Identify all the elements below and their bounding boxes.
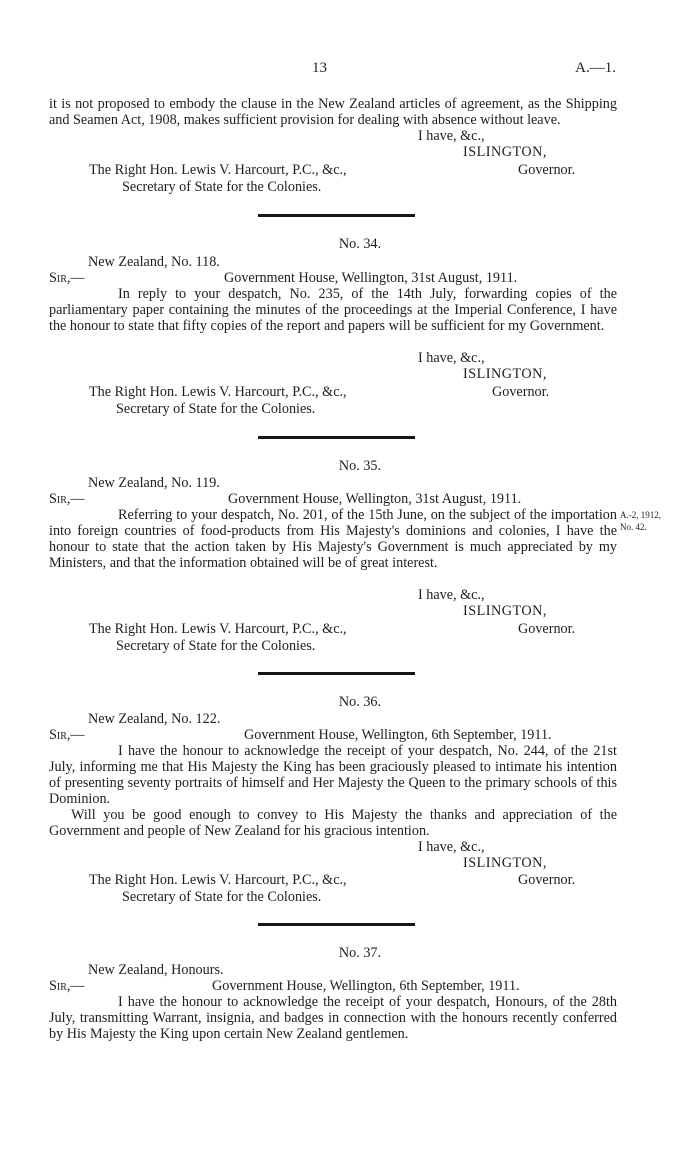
letter-body: In reply to your despatch, No. 235, of the 14th July, forwarding copies of the parliamentary paper containing the minutes of the proceedings at the Imperial Conference, I have the honour to state that fifty copies of the report and papers will be sufficient for my Government. (49, 286, 617, 334)
letter-salutation: Sir,— (49, 491, 85, 507)
letter-body: I have the honour to acknowledge the receipt of your despatch, Honours, of the 28th July, transmitting Warrant, insignia, and badges in connection with the honours recently conferred by His Majesty the King upon certain New Zealand gentlemen. (49, 994, 617, 1042)
intro-addressee-title: Secretary of State for the Colonies. (122, 179, 322, 195)
letter-number: No. 35. (338, 458, 382, 474)
section-divider (258, 436, 415, 439)
section-divider (258, 214, 415, 217)
letter-closing: I have, &c., (418, 350, 485, 366)
letter-signer: ISLINGTON, (463, 603, 547, 619)
letter-addressee: The Right Hon. Lewis V. Harcourt, P.C., &c., (89, 872, 347, 888)
letter-signer: ISLINGTON, (463, 366, 547, 382)
letter-number: No. 37. (338, 945, 382, 961)
page-number: 13 (312, 60, 327, 76)
letter-closing: I have, &c., (418, 839, 485, 855)
intro-paragraph: it is not proposed to embody the clause in the New Zealand articles of agreement, as the Shipping and Seamen Act, 1908, makes sufficient provision for dealing with absence without leave. (49, 96, 617, 128)
section-divider (258, 672, 415, 675)
letter-body: I have the honour to acknowledge the receipt of your despatch, No. 244, of the 21st July, informing me that His Majesty the King has been graciously pleased to intimate his intention of presenting seventy portraits of himself and Her Majesty the Queen to the primary schools of this Dominion. (49, 743, 617, 807)
letter-addressee-title: Secretary of State for the Colonies. (122, 889, 322, 905)
letter-number: No. 36. (338, 694, 382, 710)
margin-note-number: No. 42. (620, 522, 647, 532)
letter-reference: New Zealand, Honours. (88, 962, 224, 978)
letter-number: No. 34. (338, 236, 382, 252)
letter-closing: I have, &c., (418, 587, 485, 603)
letter-signer-title: Governor. (518, 872, 576, 888)
letter-signer-title: Governor. (492, 384, 550, 400)
letter-signer-title: Governor. (518, 621, 576, 637)
section-divider (258, 923, 415, 926)
letter-salutation: Sir,— (49, 978, 85, 994)
letter-salutation: Sir,— (49, 270, 85, 286)
intro-signer-title: Governor. (518, 162, 576, 178)
letter-addressee-title: Secretary of State for the Colonies. (116, 401, 316, 417)
document-reference: A.—1. (575, 60, 616, 76)
letter-reference: New Zealand, No. 118. (88, 254, 220, 270)
letter-reference: New Zealand, No. 122. (88, 711, 221, 727)
letter-signer: ISLINGTON, (463, 855, 547, 871)
letter-place-date: Government House, Wellington, 31st August, 1911. (228, 491, 522, 507)
letter-salutation: Sir,— (49, 727, 85, 743)
margin-note-ref: A.-2, 1912, (620, 510, 661, 520)
letter-place-date: Government House, Wellington, 31st August, 1911. (224, 270, 518, 286)
letter-body: Referring to your despatch, No. 201, of the 15th June, on the subject of the importation into foreign countries of food-products from His Majesty's dominions and colonies, I have the honour to state that the action taken by His Majesty's Government is much appreciated by my Ministers, and that the information obtained will be of great interest. (49, 507, 617, 571)
letter-reference: New Zealand, No. 119. (88, 475, 220, 491)
page-header (0, 60, 700, 78)
letter-body-2: Will you be good enough to convey to His Majesty the thanks and appreciation of the Government and people of New Zealand for his gracious intention. (49, 807, 617, 839)
intro-closing: I have, &c., (418, 128, 485, 144)
letter-addressee: The Right Hon. Lewis V. Harcourt, P.C., &c., (89, 621, 347, 637)
letter-addressee: The Right Hon. Lewis V. Harcourt, P.C., &c., (89, 384, 347, 400)
letter-place-date: Government House, Wellington, 6th September, 1911. (212, 978, 520, 994)
intro-addressee: The Right Hon. Lewis V. Harcourt, P.C., &c., (89, 162, 347, 178)
intro-signer: ISLINGTON, (463, 144, 547, 160)
letter-place-date: Government House, Wellington, 6th September, 1911. (244, 727, 552, 743)
letter-addressee-title: Secretary of State for the Colonies. (116, 638, 316, 654)
